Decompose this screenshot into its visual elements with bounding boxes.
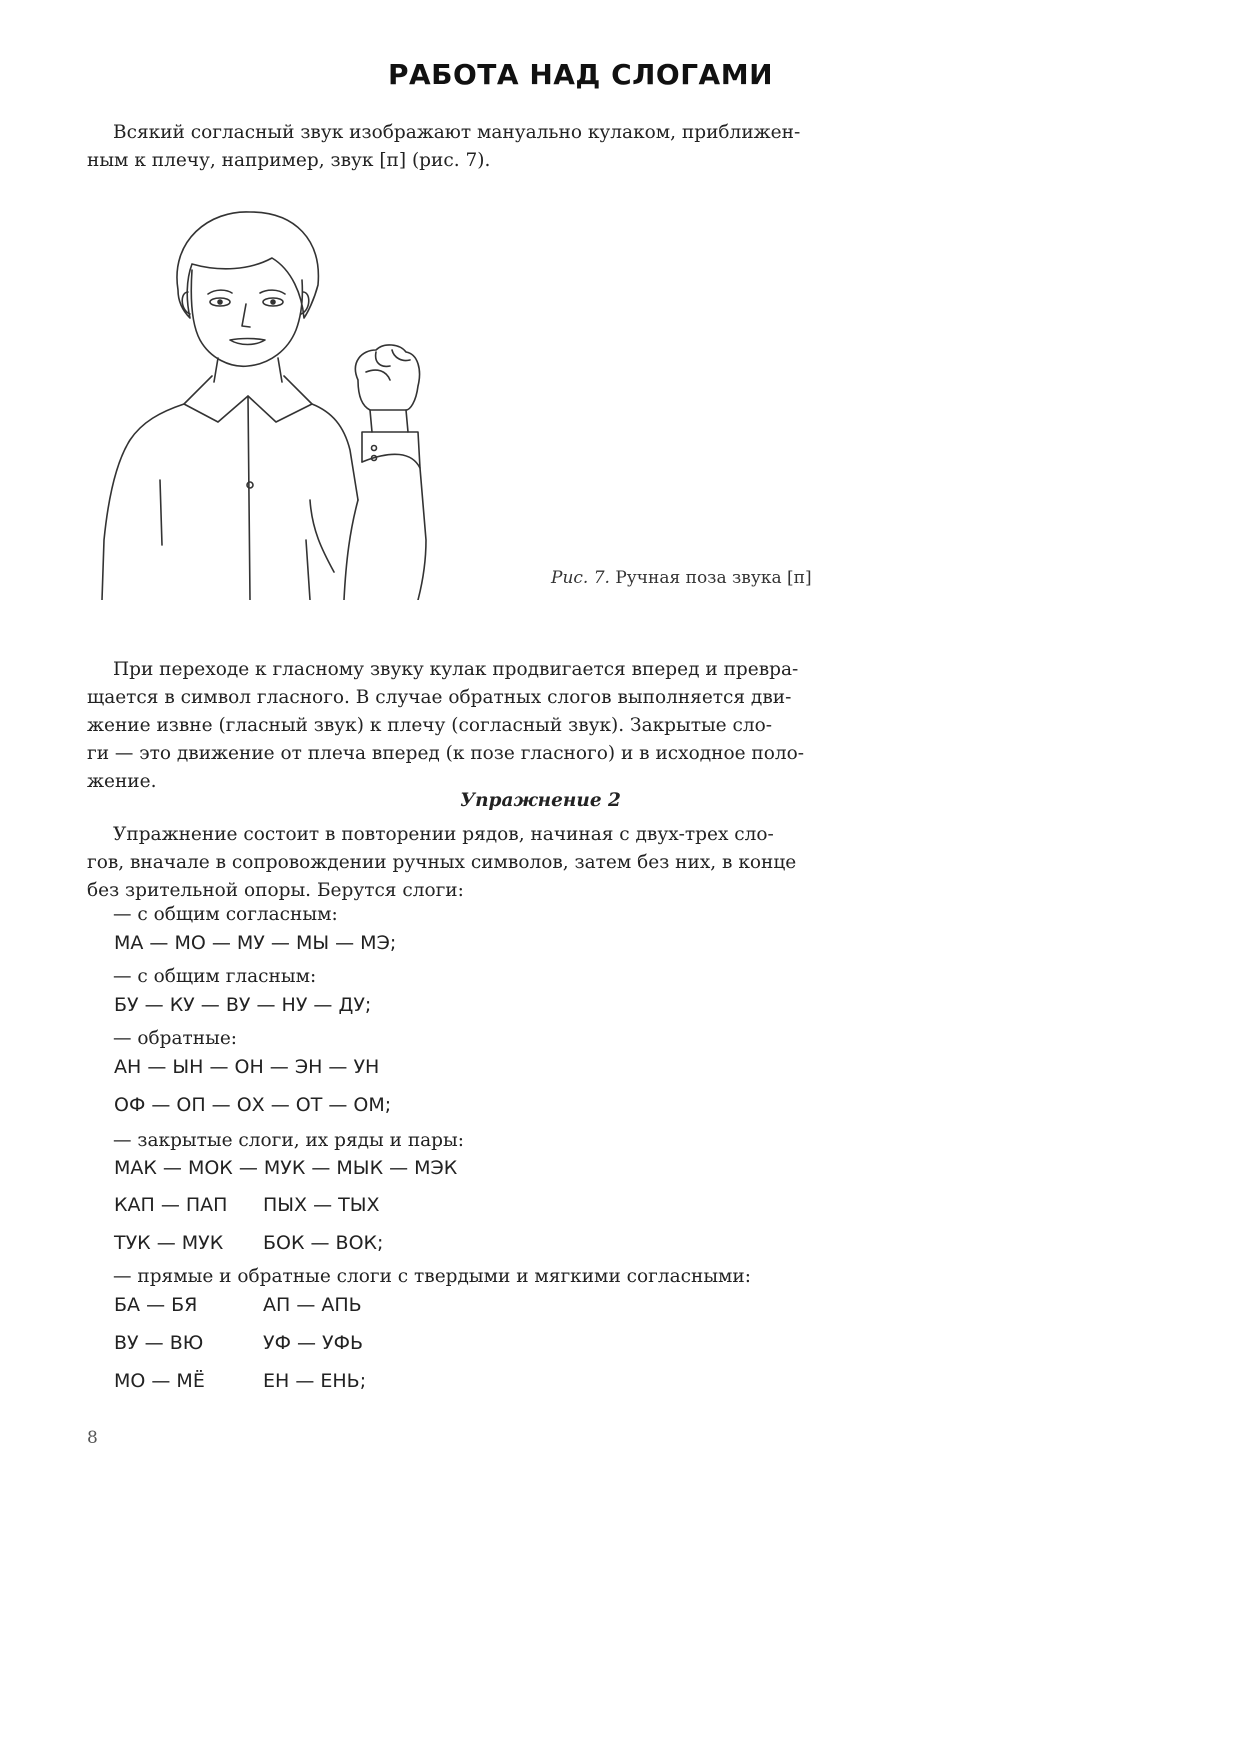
syllable-row: БУ — КУ — ВУ — НУ — ДУ;	[114, 994, 372, 1016]
syllable-row: ВУ — ВЮ	[114, 1332, 204, 1354]
syllable-row: БА — БЯ	[114, 1294, 198, 1316]
exercise-heading: Упражнение 2	[460, 790, 621, 811]
syllable-row: ЕН — ЕНЬ;	[263, 1370, 367, 1392]
syllable-row: АН — ЫН — ОН — ЭН — УН	[114, 1056, 380, 1078]
para-line: Упражнение состоит в повторении рядов, начиная с двух-трех сло-	[113, 824, 774, 845]
figure-caption	[551, 568, 812, 588]
para-line: без зрительной опоры. Берутся слоги:	[87, 880, 464, 901]
para-line: ги — это движение от плеча вперед (к позе гласного) и в исходное поло-	[87, 743, 805, 764]
syllable-row: ОФ — ОП — ОХ — ОТ — ОМ;	[114, 1094, 392, 1116]
syllable-row: АП — АПЬ	[263, 1294, 362, 1316]
page-number: 8	[87, 1428, 98, 1448]
caption-prefix: Рис. 7.	[551, 568, 610, 588]
syllable-row: МАК — МОК — МУК — МЫК — МЭК	[114, 1157, 458, 1179]
intro-line: ным к плечу, например, звук [п] (рис. 7).	[87, 150, 491, 171]
caption-text: Ручная поза звука [п]	[615, 568, 812, 588]
para-line: гов, вначале в сопровождении ручных символов, затем без них, в конце	[87, 852, 797, 873]
syllable-row: МО — МЁ	[114, 1370, 205, 1392]
para-line: жение извне (гласный звук) к плечу (согласный звук). Закрытые сло-	[87, 715, 773, 736]
syllable-row: МА — МО — МУ — МЫ — МЭ;	[114, 932, 397, 954]
syllable-row: БОК — ВОК;	[263, 1232, 384, 1254]
hand-pose-illustration	[100, 200, 520, 600]
group-label: — прямые и обратные слоги с твердыми и мягкими согласными:	[113, 1266, 751, 1287]
syllable-row: ТУК — МУК	[114, 1232, 224, 1254]
para-line: жение.	[87, 771, 157, 792]
syllable-row: УФ — УФЬ	[263, 1332, 363, 1354]
syllable-row: ПЫХ — ТЫХ	[263, 1194, 380, 1216]
para-line: При переходе к гласному звуку кулак продвигается вперед и превра-	[113, 659, 799, 680]
group-label: — с общим гласным:	[113, 966, 317, 987]
group-label: — обратные:	[113, 1028, 237, 1049]
para-line: щается в символ гласного. В случае обратных слогов выполняется дви-	[87, 687, 792, 708]
group-label: — с общим согласным:	[113, 904, 338, 925]
group-label: — закрытые слоги, их ряды и пары:	[113, 1130, 464, 1151]
page-title: РАБОТА НАД СЛОГАМИ	[387, 58, 774, 91]
syllable-row: КАП — ПАП	[114, 1194, 228, 1216]
intro-line: Всякий согласный звук изображают мануально кулаком, приближен-	[113, 122, 801, 143]
